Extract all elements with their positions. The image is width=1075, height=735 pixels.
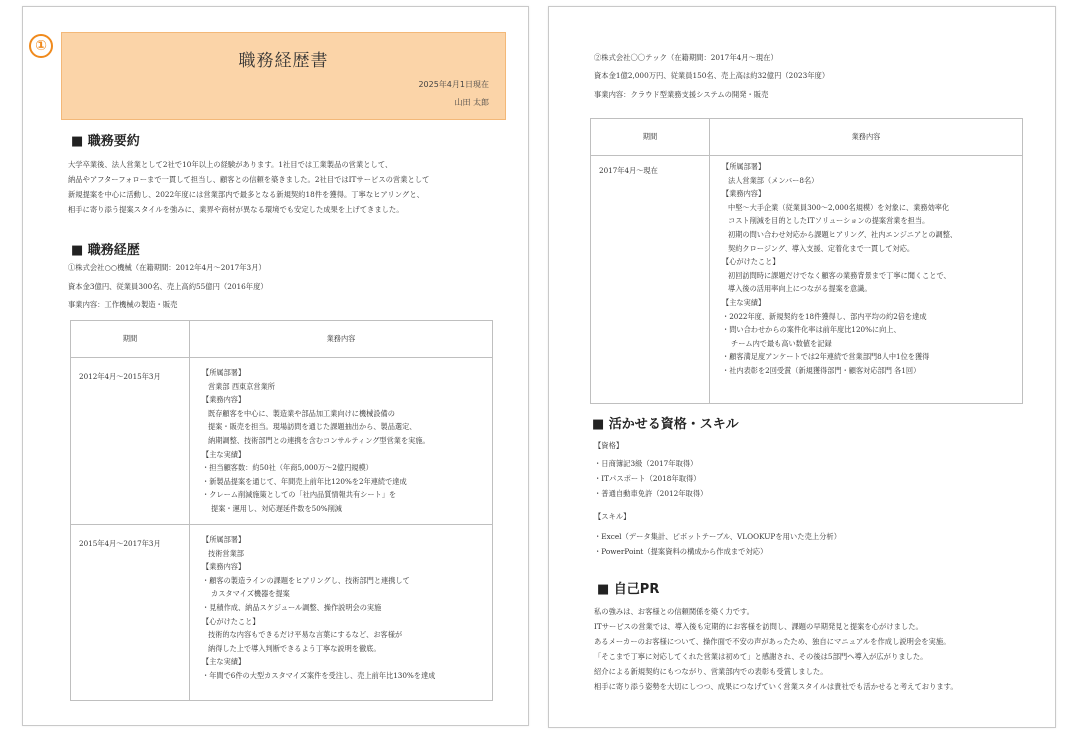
pr-line: 相手に寄り添う姿勢を大切にしつつ、成果につなげていく営業スタイルは貴社でも活かせると考えております。	[594, 682, 958, 691]
content-line: ・顧客の製造ラインの課題をヒアリングし、技術部門と連携して	[202, 575, 410, 585]
document-date: 2025年4月1日現在	[418, 80, 489, 89]
content-line: 【主な実績】	[722, 297, 766, 307]
content-line: 【所属部署】	[202, 535, 246, 544]
pr-line: 紹介による新規契約にもつながり、営業部内での表彰も受賞しました。	[594, 667, 828, 676]
table-row	[591, 156, 1023, 404]
content-line: 提案・販売を担当。現場訪問を通じた課題抽出から、製品選定、	[208, 422, 417, 432]
content-line: 【所属部署】	[722, 162, 766, 171]
content-cell	[190, 525, 493, 701]
summary-line: 納品やアフターフォローまで一貫して担当し、顧客との信頼を築きました。2社目ではITサービスの営業として	[68, 175, 430, 184]
skill-item: ・PowerPoint（提案資料の構成から作成まで対応）	[594, 547, 768, 556]
period-header: 期間	[71, 321, 190, 358]
pr-text	[594, 604, 958, 694]
content-line: 法人営業部（メンバー8名）	[728, 175, 819, 185]
content-cell	[710, 156, 1023, 404]
content-line: 提案・運用し、対応遅延件数を50%削減	[211, 503, 342, 513]
content-line: 【業務内容】	[202, 395, 246, 405]
content-line: ・担当顧客数：約50社（年商5,000万～2億円規模）	[202, 463, 373, 473]
company1-capital: 資本金3億円、従業員300名、売上高約55億円（2016年度）	[68, 282, 268, 291]
content-line: 【主な実績】	[202, 449, 246, 459]
content-line: カスタマイズ機器を提案	[211, 589, 290, 599]
content-line: コスト削減を目的としたITソリューションの提案営業を担当。	[728, 216, 930, 226]
content-line: ・年間で6件の大型カスタマイズ案件を受注し、売上前年比130%を達成	[202, 670, 436, 680]
qualifications-heading: 【資格】	[594, 441, 624, 450]
content-line: ・見積作成、納品スケジュール調整、操作説明会の実施	[202, 602, 382, 612]
summary-line: 大学卒業後、法人営業として2社で10年以上の経験があります。1社目では工業製品の営業として、	[68, 160, 393, 169]
company2-table	[590, 118, 1023, 404]
content-line: ・新製品提案を通じて、年間売上前年比120%を2年連続で達成	[202, 476, 407, 486]
content-line: 技術的な内容もできるだけ平易な言葉にするなど、お客様が	[208, 630, 403, 640]
company2-name: ②株式会社〇〇テック（在籍期間：2017年4月～現在）	[594, 53, 778, 62]
qualification-item: ・ITパスポート（2018年取得）	[594, 474, 701, 483]
company1-business: 事業内容：工作機械の製造・販売	[68, 300, 178, 309]
table-header-row	[71, 321, 493, 358]
header-box	[61, 32, 506, 120]
period-cell: 2012年4月～2015年3月	[71, 358, 190, 525]
pr-line: ITサービスの営業では、導入後も定期的にお客様を訪問し、課題の早期発見と提案を心がけました。	[594, 622, 923, 631]
content-line: 【業務内容】	[722, 189, 766, 199]
content-line: 導入後の活用率向上につながる提案を意識。	[728, 284, 872, 294]
content-line: 【主な実績】	[202, 657, 246, 667]
applicant-name: 山田 太郎	[454, 98, 489, 107]
qualification-item: ・日商簿記3級（2017年取得）	[594, 459, 698, 468]
period-header: 期間	[591, 119, 710, 156]
content-line: 初期の問い合わせ対応から課題ヒアリング、社内エンジニアとの調整、	[728, 229, 958, 239]
content-line: 納得した上で導入判断できるよう丁寧な説明を徹底。	[208, 643, 381, 653]
period-cell: 2017年4月～現在	[591, 156, 710, 404]
content-line: 初回訪問時に課題だけでなく顧客の業務背景まで丁寧に聞くことで、	[728, 270, 951, 280]
table-header-row	[591, 119, 1023, 156]
career-title: ■ 職務経歴	[71, 243, 140, 258]
pr-line: 「そこまで丁寧に対応してくれた営業は初めて」と感謝され、その後は5部門へ導入が広がりました。	[594, 652, 928, 661]
content-line: 既存顧客を中心に、製造業や部品加工業向けに機械設備の	[208, 408, 395, 418]
content-line: 営業部 西東京営業所	[208, 381, 275, 391]
document-title: 職務経歴書	[238, 51, 329, 71]
content-line: 技術営業部	[208, 548, 244, 558]
content-line: ・社内表彰を2回受賞（新規獲得部門・顧客対応部門 各1回）	[722, 365, 921, 375]
company2-business: 事業内容：クラウド型業務支援システムの開発・販売	[594, 90, 769, 99]
content-cell	[190, 358, 493, 525]
content-line: 中堅～大手企業（従業員300～2,000名規模）を対象に、業務効率化	[728, 202, 950, 212]
company1-table	[70, 320, 493, 701]
content-header: 業務内容	[190, 321, 493, 358]
pr-line: 私の強みは、お客様との信頼関係を築く力です。	[594, 607, 754, 616]
table-row	[71, 525, 493, 701]
content-line: 【心がけたこと】	[202, 616, 260, 626]
summary-text	[68, 157, 429, 217]
skill-item: ・Excel（データ集計、ピボットテーブル、VLOOKUPを用いた売上分析）	[594, 532, 841, 541]
resume-page-1	[22, 6, 529, 726]
pr-line: あるメーカーのお客様について、操作面で不安の声があったため、独自にマニュアルを作成し説明会を実施。	[594, 637, 951, 646]
summary-line: 新規提案を中心に活動し、2022年度には営業部内で最多となる新規契約18件を獲得。丁寧なヒアリングと、	[68, 190, 424, 199]
company2-capital: 資本金1億2,000万円、従業員150名、売上高は約32億円（2023年度）	[594, 71, 830, 80]
content-header: 業務内容	[710, 119, 1023, 156]
qualification-item: ・普通自動車免許（2012年取得）	[594, 489, 708, 498]
content-line: 【業務内容】	[202, 562, 246, 572]
content-line: チーム内で最も高い数値を記録	[731, 338, 832, 348]
content-line: 契約クロージング、導入支援、定着化まで一貫して対応。	[728, 243, 915, 253]
content-line: ・クレーム削減施策としての「社内品質情報共有シート」を	[202, 490, 397, 500]
content-line: 納期調整、技術部門との連携を含むコンサルティング型営業を実施。	[208, 435, 430, 445]
summary-line: 相手に寄り添う提案スタイルを強みに、業界や商材が異なる環境でも安定した成果を上げてきました。	[68, 205, 404, 214]
summary-title: ■ 職務要約	[71, 134, 140, 149]
content-line: 【所属部署】	[202, 368, 246, 377]
content-line: 【心がけたこと】	[722, 257, 780, 267]
company1-name: ①株式会社○○機械（在籍期間：2012年4月～2017年3月）	[68, 263, 266, 272]
content-line: ・2022年度、新規契約を18件獲得し、部内平均の約2倍を達成	[722, 311, 927, 321]
period-cell: 2015年4月～2017年3月	[71, 525, 190, 701]
skills-heading: 【スキル】	[594, 512, 631, 521]
resume-page-2	[548, 6, 1056, 728]
content-line: ・顧客満足度アンケートでは2年連続で営業部門8人中1位を獲得	[722, 352, 930, 362]
pr-title: ■ 自己PR	[597, 582, 660, 597]
section-number-marker: ①	[29, 34, 53, 58]
content-line: ・問い合わせからの案件化率は前年度比120%に向上、	[722, 325, 901, 335]
skills-title: ■ 活かせる資格・スキル	[592, 417, 739, 432]
table-row	[71, 358, 493, 525]
